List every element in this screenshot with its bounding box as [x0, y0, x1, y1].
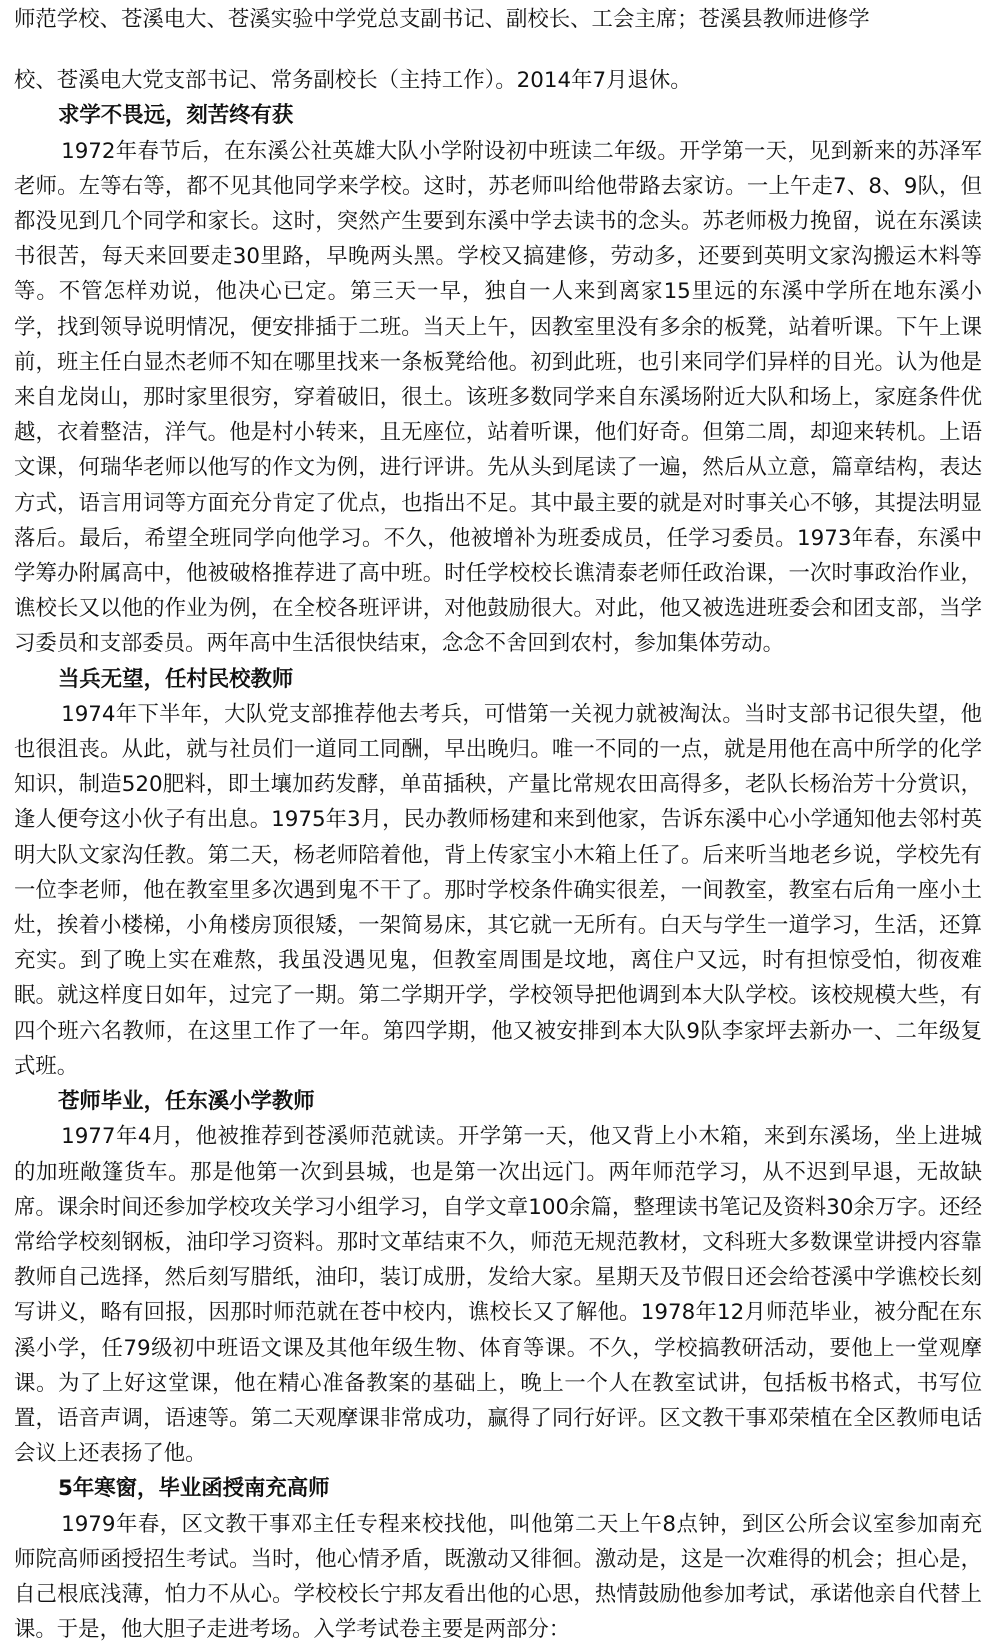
section-heading-3: 苍师毕业，任东溪小学教师 [58, 1089, 315, 1115]
section-heading-2: 当兵无望，任村民校教师 [58, 666, 294, 692]
section-body-4: 1979年春，区文教干事邓主任专程来校找他，叫他第二天上午8点钟，到区公所会议室参加南充师院高师函授招生考试。当时，他心情矛盾，既激动又徘徊。激动是，这是一次难得的机会；担心是，自己根底浅薄，怕力不从心。学校校长宁邦友看出他的心思，热情鼓励他参加考试，承诺他亲自代替上课。于是，他大胆子走进考场。入学考试卷主要是两部分： [14, 1511, 982, 1643]
section-heading-4: 5年寒窗，毕业函授南充高师 [58, 1476, 330, 1502]
section-body-1: 1972年春节后，在东溪公社英雄大队小学附设初中班读二年级。开学第一天，见到新来的苏泽军老师。左等右等，都不见其他同学来学校。这时，苏老师叫给他带路去家访。一上午走7、8、9队，但都没见到几个同学和家长。这时，突然产生要到东溪中学去读书的念头。苏老师极力挽留，说在东溪读书很苦，每天来回要走30里路，早晚两头黑。学校又搞建修，劳动多，还要到英明文家沟搬运木料等等。不管怎样劝说，他决心已定。第三天一早，独自一人来到离家15里远的东溪中学所在地东溪小学，找到领导说明情况，便安排插于二班。当天上午，因教室里没有多余的板凳，站着听课。下午上课前，班主任白显杰老师不知在哪里找来一条板凳给他。初到此班，也引来同学们异样的目光。认为他是来自龙岗山，那时家里很穷，穿着破旧，很土。该班多数同学来自东溪场附近大队和场上，家庭条件优越，衣着整洁，洋气。他是村小转来，且无座位，站着听课，他们好奇。但第二周，却迎来转机。上语文课，何瑞华老师以他写的作文为例，进行评讲。先从头到尾读了一遍，然后从立意，篇章结构，表达方式，语言用词等方面充分肯定了优点，也指出不足。其中最主要的就是对时事关心不够，其提法明显落后。最后，希望全班同学向他学习。不久，他被增补为班委成员，任学习委员。1973年春，东溪中学筹办附属高中，他被破格推荐进了高中班。时任学校校长谯清泰老师任政治课，一次时事政治作业，谯校长又以他的作业为例，在全校各班评讲，对他鼓励很大。对此，他又被选进班委会和团支部，当学习委员和支部委员。两年高中生活很快结束，念念不舍回到农村，参加集体劳动。 [14, 138, 982, 657]
section-body-2: 1974年下半年，大队党支部推荐他去考兵，可惜第一关视力就被淘汰。当时支部书记很失望，他也很沮丧。从此，就与社员们一道同工同酬，早出晚归。唯一不同的一点，就是用他在高中所学的化学知识，制造520肥料，即土壤加药发酵，单苗插秧，产量比常规农田高得多，老队长杨治芳十分赏识，逢人便夸这小伙子有出息。1975年3月，民办教师杨建和来到他家，告诉东溪中心小学通知他去邻村英明大队文家沟任教。第二天，杨老师陪着他，背上传家宝小木箱上任了。后来听当地老乡说，学校先有一位李老师，他在教室里多次遇到鬼不干了。那时学校条件确实很差，一间教室，教室右后角一座小土灶，挨着小楼梯，小角楼房顶很矮，一架简易床，其它就一无所有。白天与学生一道学习，生活，还算充实。到了晚上实在难熬，我虽没遇见鬼，但教室周围是坟地，离住户又远，时有担惊受怕，彻夜难眠。就这样度日如年，过完了一期。第二学期开学，学校领导把他调到本大队学校。该校规模大些，有四个班六名教师，在这里工作了一年。第四学期，他又被安排到本大队9队李家坪去新办一、二年级复式班。 [14, 701, 982, 1079]
intro-line-1: 师范学校、苍溪电大、苍溪实验中学党总支副书记、副校长、工会主席；苍溪县教师进修学 [14, 7, 870, 32]
section-heading-1: 求学不畏远，刻苦终有获 [58, 103, 294, 129]
section-body-3: 1977年4月，他被推荐到苍溪师范就读。开学第一天，他又背上小木箱，来到东溪场，坐上进城的加班敞篷货车。那是他第一次到县城，也是第一次出远门。两年师范学习，从不迟到早退，无故缺席。课余时间还参加学校攻关学习小组学习，自学文章100余篇，整理读书笔记及资料30余万字。还经常给学校刻钢板，油印学习资料。那时文革结束不久，师范无规范教材，文科班大多数课堂讲授内容靠教师自己选择，然后刻写腊纸，油印，装订成册，发给大家。星期天及节假日还会给苍溪中学谯校长刻写讲义，略有回报，因那时师范就在苍中校内，谯校长又了解他。1978年12月师范毕业，被分配在东溪小学，任79级初中班语文课及其他年级生物、体育等课。不久，学校搞教研活动，要他上一堂观摩课。为了上好这堂课，他在精心准备教案的基础上，晚上一个人在教室试讲，包括板书格式，书写位置，语音声调，语速等。第二天观摩课非常成功，赢得了同行好评。区文教干事邓荣植在全区教师电话会议上还表扬了他。 [14, 1124, 982, 1467]
intro-line-2: 校、苍溪电大党支部书记、常务副校长（主持工作）。2014年7月退休。 [14, 68, 692, 94]
